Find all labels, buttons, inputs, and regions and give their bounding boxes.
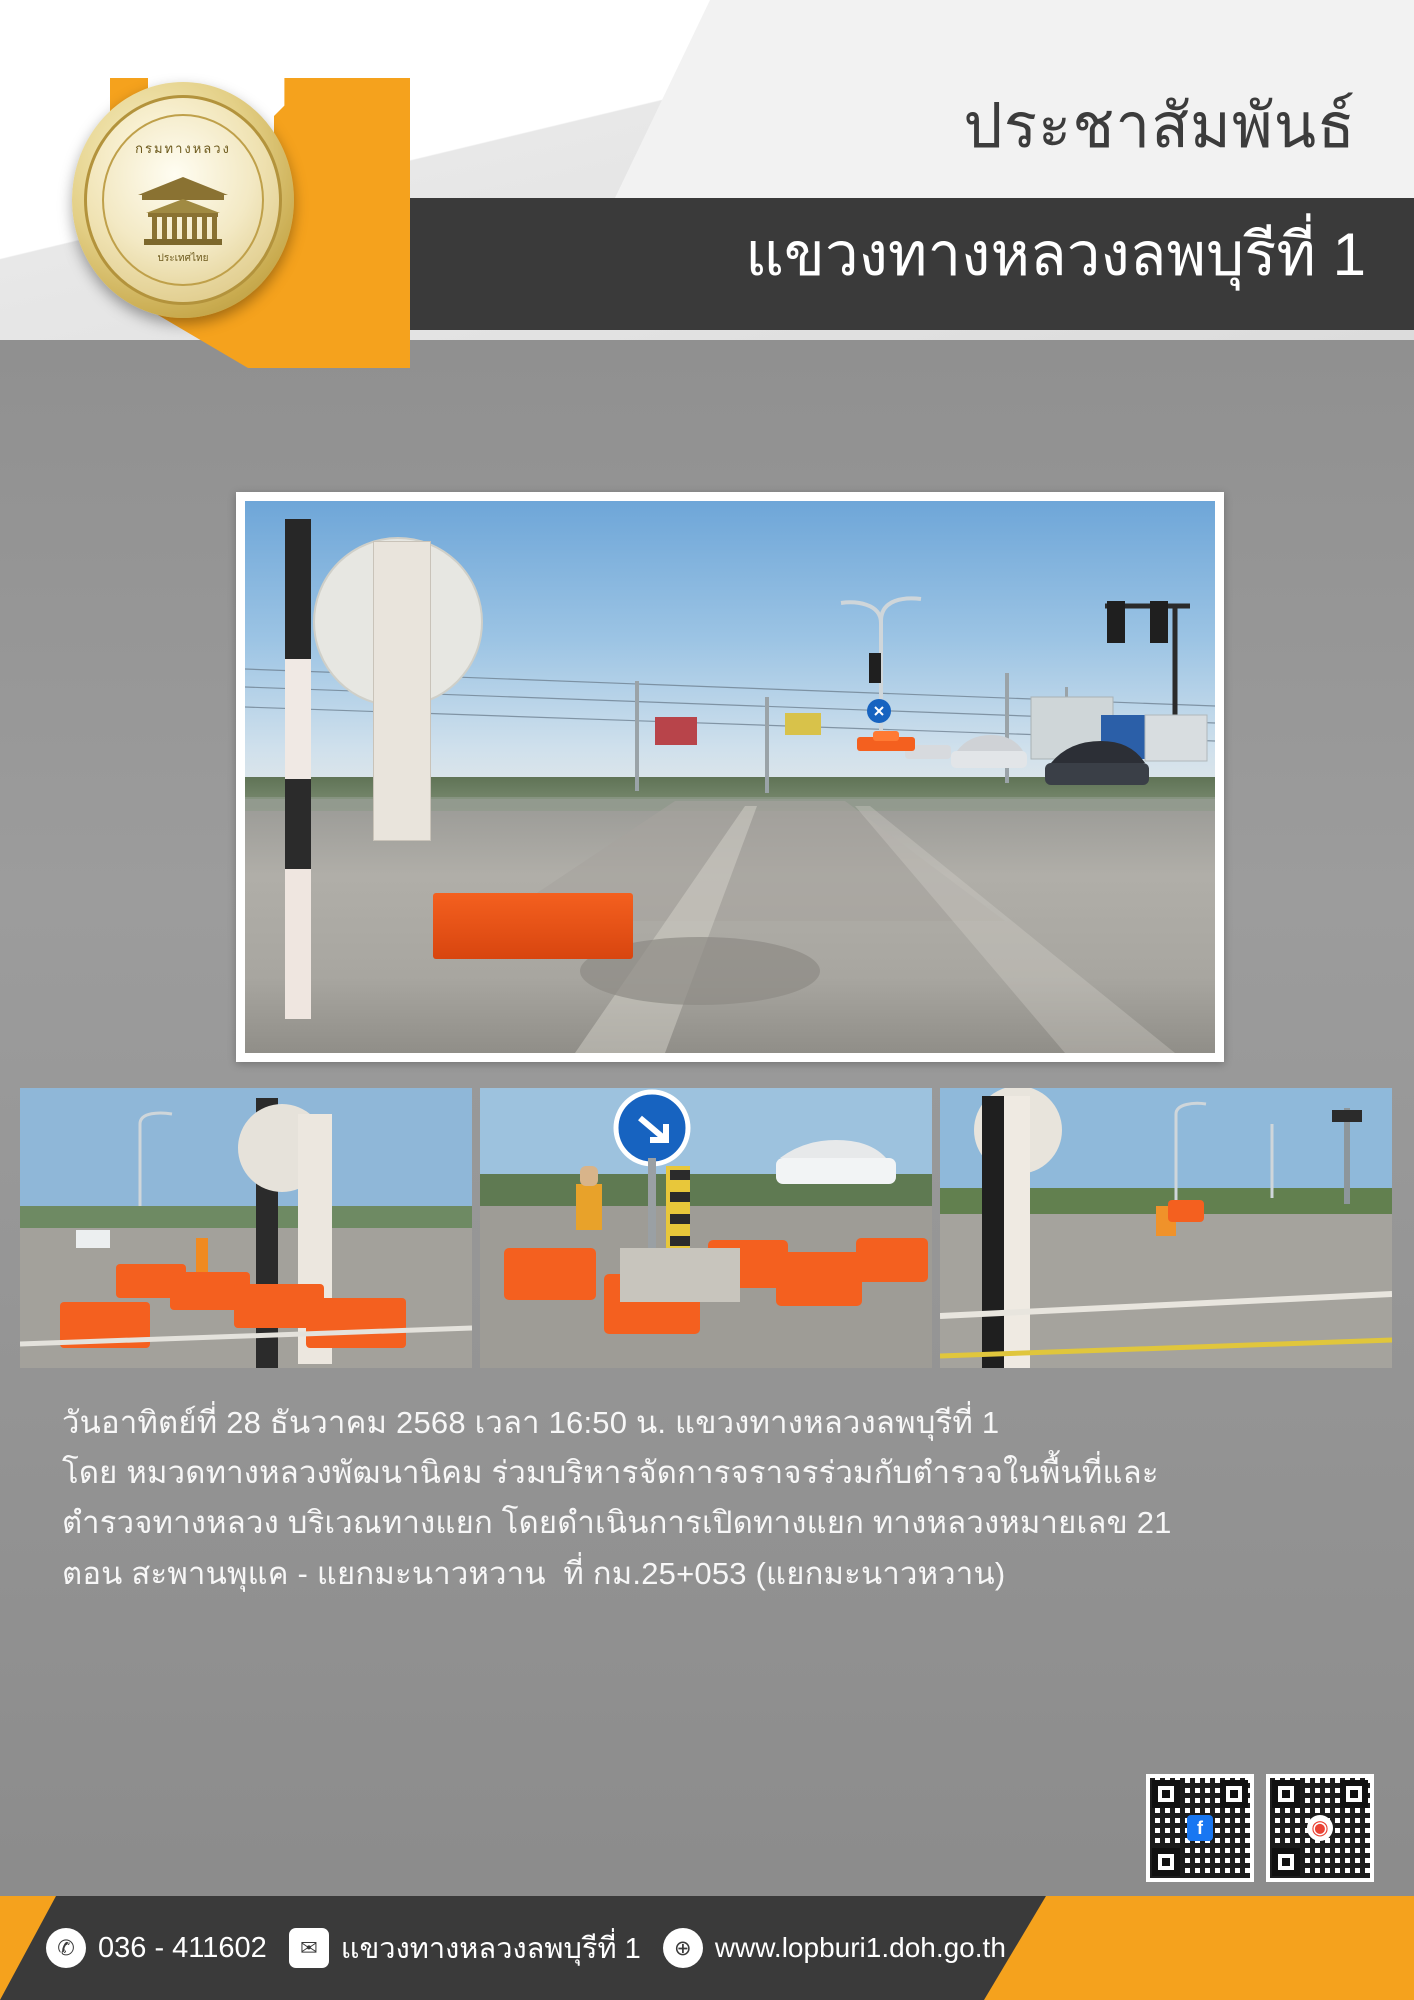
google-maps-qr-code[interactable] bbox=[1266, 1774, 1374, 1882]
footer-facebook-text: แขวงทางหลวงลพบุรีที่ 1 bbox=[340, 1933, 641, 1965]
caption-line-1: วันอาทิตย์ที่ 28 ธันวาคม 2568 เวลา 16:50 น. แขวงทางหลวงลพบุรีที่ 1 bbox=[62, 1405, 1000, 1440]
footer-contact-list bbox=[46, 1896, 1006, 2000]
office-name: แขวงทางหลวงลพบุรีที่ 1 bbox=[745, 221, 1366, 288]
map-pin-icon: ◉ bbox=[1307, 1815, 1333, 1841]
footer-phone[interactable] bbox=[46, 1928, 267, 1968]
qr-eye-bl bbox=[1272, 1848, 1300, 1876]
thumbnail-3-image bbox=[940, 1088, 1392, 1368]
seal-text-bottom: ประเทศไทย bbox=[157, 253, 209, 264]
pavilion-icon bbox=[128, 175, 238, 251]
thumbnail-row bbox=[20, 1088, 1394, 1368]
footer-website-text: www.lopburi1.doh.go.th bbox=[714, 1932, 1006, 1963]
foreground-barrier bbox=[433, 893, 633, 959]
footer-website[interactable] bbox=[663, 1928, 1006, 1968]
thumbnail-2-image bbox=[480, 1088, 932, 1368]
main-photo bbox=[236, 492, 1224, 1062]
footer-facebook[interactable] bbox=[289, 1925, 641, 1971]
thumbnail-1 bbox=[20, 1088, 472, 1368]
qr-eye-tr bbox=[1340, 1780, 1368, 1808]
page-title: ประชาสัมพันธ์ bbox=[963, 92, 1356, 161]
qr-eye-bl bbox=[1152, 1848, 1180, 1876]
globe-icon: ⊕ bbox=[663, 1928, 703, 1968]
qr-eye-tl bbox=[1272, 1780, 1300, 1808]
facebook-icon: f bbox=[1187, 1815, 1213, 1841]
foreground-pole bbox=[285, 519, 311, 1019]
caption-line-4: ตอน สะพานพุแค - แยกมะนาวหวาน ที่ กม.25+053 (แยกมะนาวหวาน) bbox=[62, 1555, 1006, 1591]
mail-icon: ✉ bbox=[289, 1928, 329, 1968]
caption-line-2: โดย หมวดทางหลวงพัฒนานิคม ร่วมบริหารจัดการจราจรร่วมกับตำรวจในพื้นที่และ bbox=[62, 1455, 1159, 1491]
qr-code-group bbox=[1146, 1774, 1374, 1882]
seal-text-top: กรมทางหลวง bbox=[135, 141, 231, 156]
phone-icon: ✆ bbox=[46, 1928, 86, 1968]
sign-post-white bbox=[373, 541, 431, 841]
main-photo-image bbox=[245, 501, 1215, 1053]
caption-block bbox=[62, 1398, 1362, 1599]
caption-line-3: ตำรวจทางหลวง บริเวณทางแยก โดยดำเนินการเปิดทางแยก ทางหลวงหมายเลข 21 bbox=[62, 1505, 1172, 1541]
qr-eye-tl bbox=[1152, 1780, 1180, 1808]
doh-seal bbox=[72, 82, 294, 318]
thumbnail-1-image bbox=[20, 1088, 472, 1368]
footer-phone-text: 036 - 411602 bbox=[98, 1931, 267, 1964]
thumbnail-3 bbox=[940, 1088, 1392, 1368]
qr-eye-tr bbox=[1220, 1780, 1248, 1808]
facebook-qr-code[interactable] bbox=[1146, 1774, 1254, 1882]
footer-orange-right bbox=[984, 1896, 1414, 2000]
thumbnail-2 bbox=[480, 1088, 932, 1368]
seal-inner-disc bbox=[102, 114, 264, 286]
